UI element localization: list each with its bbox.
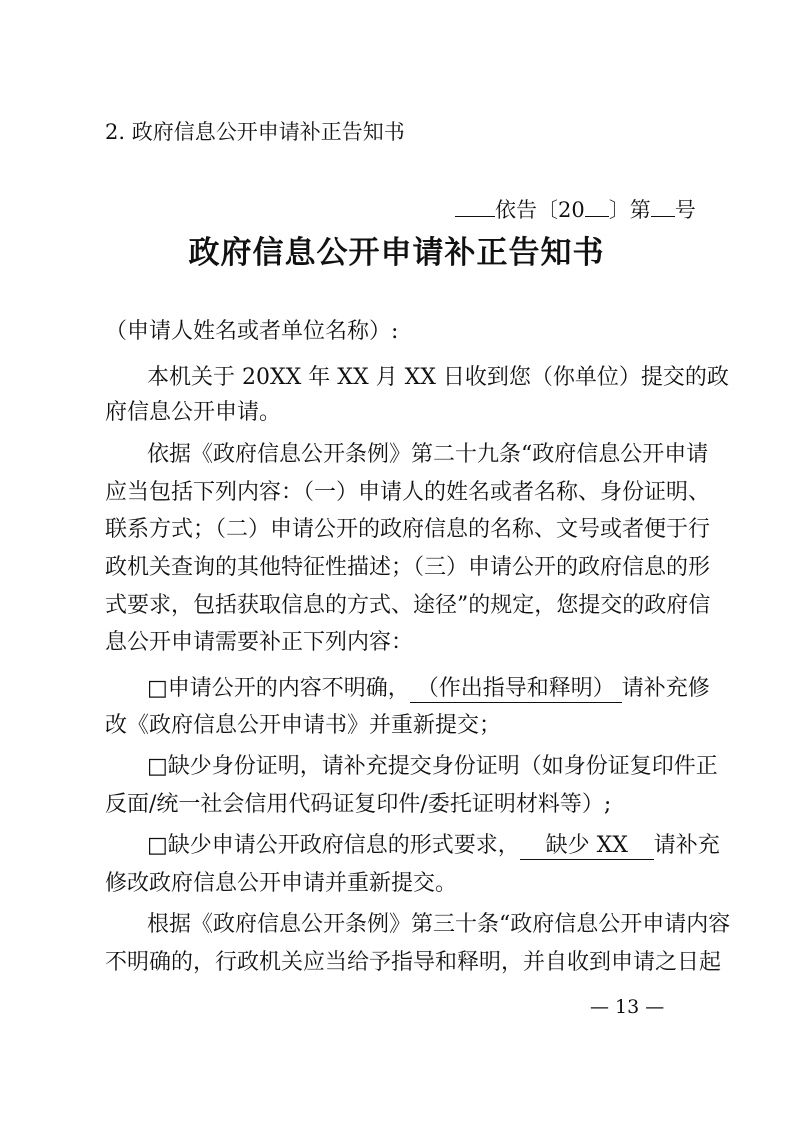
paragraph-2-line-4: 政机关查询的其他特征性描述；（三）申请公开的政府信息的形	[105, 555, 711, 580]
page-number: — 13 —	[590, 996, 665, 1018]
paragraph-2-line-3: 联系方式；（二）申请公开的政府信息的名称、文号或者便于行	[105, 517, 711, 542]
paragraph-3-line-1: 根据《政府信息公开条例》第三十条“政府信息公开申请内容	[147, 912, 731, 937]
doc-number-blank-no	[651, 216, 675, 217]
item3-prefix: □缺少申请公开政府信息的形式要求，	[147, 833, 520, 858]
section-heading: 2. 政府信息公开申请补正告知书	[105, 120, 405, 144]
item1-suffix: 请补充修	[621, 676, 710, 701]
doc-number-part3: 号	[674, 198, 696, 222]
item3-suffix: 请补充	[653, 833, 720, 858]
item1-prefix: □申请公开的内容不明确，	[147, 676, 410, 701]
item1-fill-blank: （作出指导和释明）	[410, 676, 622, 703]
item2-line-2: 反面/统一社会信用代码证复印件/委托证明材料等）;	[105, 792, 612, 817]
doc-number-part1: 依告〔20	[495, 198, 585, 222]
doc-number-part2: 〕第	[608, 198, 651, 222]
document-number	[455, 195, 696, 225]
doc-number-blank-prefix	[455, 216, 495, 217]
item1-line-2: 改《政府信息公开申请书》并重新提交；	[105, 713, 502, 738]
doc-number-blank-year	[585, 216, 609, 217]
paragraph-2-line-5: 式要求，包括获取信息的方式、途径”的规定，您提交的政府信	[105, 593, 711, 618]
paragraph-2-line-2: 应当包括下列内容：（一）申请人的姓名或者名称、身份证明、	[105, 480, 711, 505]
checklist-item-missing-format	[147, 831, 720, 861]
checklist-item-missing-id: □缺少身份证明，请补充提交身份证明（如身份证复印件正	[147, 754, 718, 779]
paragraph-2-line-6: 息公开申请需要补正下列内容：	[105, 630, 414, 655]
item3-fill-blank: 缺少 XX	[520, 833, 654, 860]
paragraph-1-line-1: 本机关于 20XX 年 XX 月 XX 日收到您（你单位）提交的政	[147, 365, 729, 390]
checklist-item-unclear-content	[147, 674, 710, 704]
paragraph-1-line-2: 府信息公开申请。	[105, 400, 282, 425]
document-title: 政府信息公开申请补正告知书	[188, 235, 605, 271]
salutation: （申请人姓名或者单位名称）:	[105, 319, 399, 344]
paragraph-3-line-2: 不明确的，行政机关应当给予指导和释明，并自收到申请之日起	[105, 950, 722, 975]
paragraph-2-line-1: 依据《政府信息公开条例》第二十九条“政府信息公开申请	[147, 442, 709, 467]
item3-line-2: 修改政府信息公开申请并重新提交。	[105, 871, 458, 896]
